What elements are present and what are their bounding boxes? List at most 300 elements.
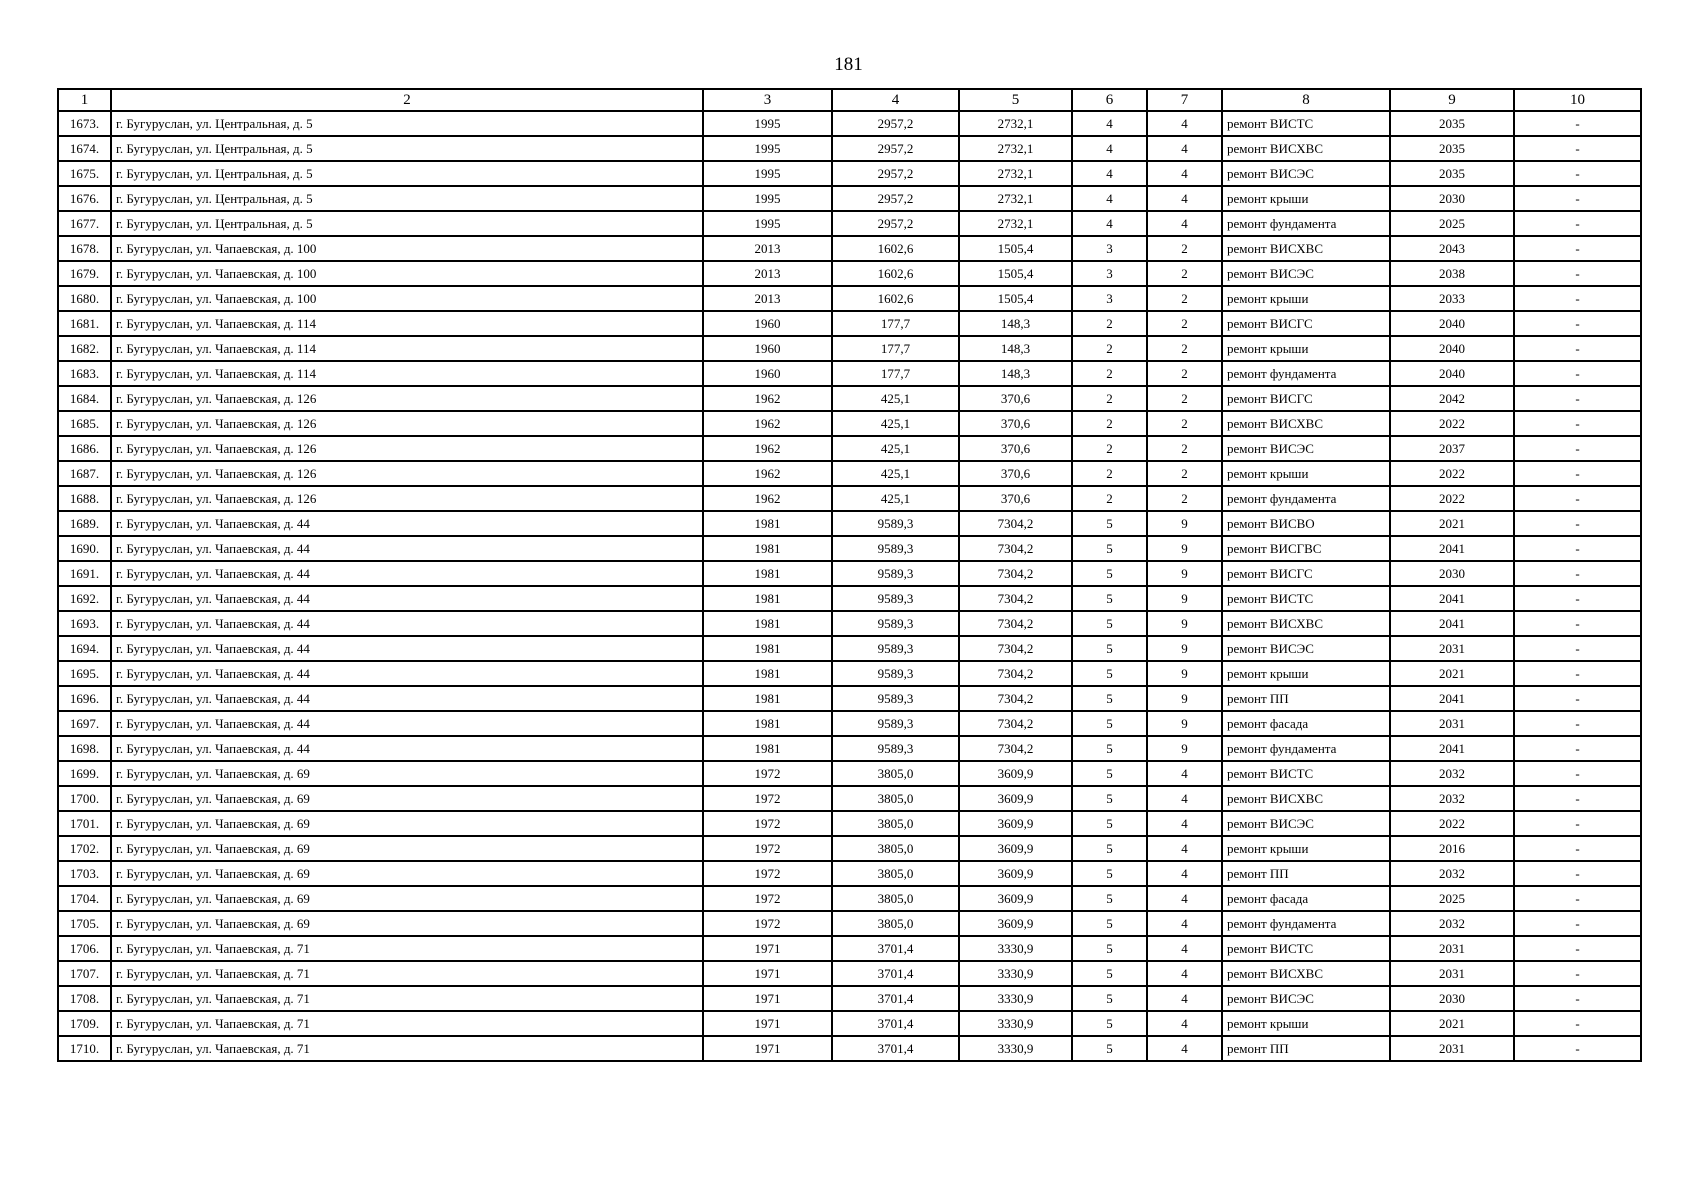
- cell-build-year: 1971: [703, 1011, 832, 1036]
- cell-build-year: 1960: [703, 361, 832, 386]
- cell-total-area: 3805,0: [832, 886, 959, 911]
- cell-entrances: 9: [1147, 586, 1222, 611]
- cell-note: -: [1514, 211, 1641, 236]
- cell-total-area: 9589,3: [832, 586, 959, 611]
- table-row: [58, 1011, 1641, 1036]
- column-header-4: 4: [832, 89, 959, 111]
- cell-address: г. Бугуруслан, ул. Чапаевская, д. 126: [111, 411, 703, 436]
- cell-address: г. Бугуруслан, ул. Чапаевская, д. 71: [111, 986, 703, 1011]
- column-header-1: 1: [58, 89, 111, 111]
- cell-living-area: 2732,1: [959, 186, 1072, 211]
- cell-floors: 4: [1072, 136, 1147, 161]
- cell-living-area: 2732,1: [959, 111, 1072, 136]
- cell-build-year: 1971: [703, 1036, 832, 1061]
- cell-living-area: 3609,9: [959, 861, 1072, 886]
- cell-note: -: [1514, 861, 1641, 886]
- cell-address: г. Бугуруслан, ул. Чапаевская, д. 69: [111, 911, 703, 936]
- cell-living-area: 7304,2: [959, 561, 1072, 586]
- cell-planned-year: 2021: [1390, 661, 1514, 686]
- cell-living-area: 3609,9: [959, 786, 1072, 811]
- cell-note: -: [1514, 736, 1641, 761]
- cell-total-area: 9589,3: [832, 711, 959, 736]
- table-row: [58, 936, 1641, 961]
- cell-repair-type: ремонт ВИСЭС: [1222, 636, 1390, 661]
- cell-entrances: 4: [1147, 161, 1222, 186]
- cell-entrances: 4: [1147, 936, 1222, 961]
- cell-address: г. Бугуруслан, ул. Центральная, д. 5: [111, 111, 703, 136]
- cell-floors: 2: [1072, 361, 1147, 386]
- cell-living-area: 2732,1: [959, 211, 1072, 236]
- cell-entrances: 2: [1147, 286, 1222, 311]
- cell-row-number: 1674.: [58, 136, 111, 161]
- cell-address: г. Бугуруслан, ул. Центральная, д. 5: [111, 186, 703, 211]
- cell-entrances: 9: [1147, 536, 1222, 561]
- cell-note: -: [1514, 186, 1641, 211]
- cell-note: -: [1514, 461, 1641, 486]
- cell-total-area: 9589,3: [832, 736, 959, 761]
- cell-floors: 5: [1072, 911, 1147, 936]
- cell-floors: 5: [1072, 736, 1147, 761]
- cell-total-area: 2957,2: [832, 136, 959, 161]
- cell-repair-type: ремонт ВИСТС: [1222, 936, 1390, 961]
- table-row: [58, 886, 1641, 911]
- cell-entrances: 9: [1147, 686, 1222, 711]
- table-row: [58, 136, 1641, 161]
- cell-build-year: 1981: [703, 561, 832, 586]
- cell-living-area: 370,6: [959, 436, 1072, 461]
- cell-entrances: 2: [1147, 411, 1222, 436]
- cell-row-number: 1690.: [58, 536, 111, 561]
- cell-total-area: 177,7: [832, 336, 959, 361]
- cell-floors: 5: [1072, 611, 1147, 636]
- cell-entrances: 4: [1147, 961, 1222, 986]
- cell-planned-year: 2031: [1390, 636, 1514, 661]
- cell-floors: 4: [1072, 161, 1147, 186]
- cell-living-area: 7304,2: [959, 711, 1072, 736]
- page-number: 181: [834, 54, 863, 75]
- cell-total-area: 425,1: [832, 411, 959, 436]
- cell-entrances: 9: [1147, 711, 1222, 736]
- cell-entrances: 2: [1147, 461, 1222, 486]
- cell-floors: 4: [1072, 211, 1147, 236]
- cell-repair-type: ремонт ВИСХВС: [1222, 236, 1390, 261]
- cell-floors: 3: [1072, 236, 1147, 261]
- cell-build-year: 2013: [703, 236, 832, 261]
- cell-living-area: 1505,4: [959, 286, 1072, 311]
- cell-build-year: 1962: [703, 486, 832, 511]
- cell-row-number: 1708.: [58, 986, 111, 1011]
- cell-build-year: 1995: [703, 211, 832, 236]
- cell-total-area: 2957,2: [832, 161, 959, 186]
- cell-total-area: 3805,0: [832, 761, 959, 786]
- table-row: [58, 411, 1641, 436]
- cell-total-area: 1602,6: [832, 236, 959, 261]
- cell-total-area: 3701,4: [832, 1011, 959, 1036]
- cell-planned-year: 2031: [1390, 1036, 1514, 1061]
- cell-repair-type: ремонт крыши: [1222, 286, 1390, 311]
- cell-planned-year: 2025: [1390, 886, 1514, 911]
- cell-build-year: 1971: [703, 961, 832, 986]
- cell-note: -: [1514, 886, 1641, 911]
- table-row: [58, 336, 1641, 361]
- cell-note: -: [1514, 261, 1641, 286]
- cell-floors: 2: [1072, 486, 1147, 511]
- cell-repair-type: ремонт фундамента: [1222, 736, 1390, 761]
- cell-note: -: [1514, 661, 1641, 686]
- cell-build-year: 1972: [703, 911, 832, 936]
- cell-total-area: 9589,3: [832, 511, 959, 536]
- cell-floors: 5: [1072, 811, 1147, 836]
- cell-row-number: 1707.: [58, 961, 111, 986]
- cell-note: -: [1514, 336, 1641, 361]
- cell-address: г. Бугуруслан, ул. Чапаевская, д. 69: [111, 811, 703, 836]
- cell-planned-year: 2030: [1390, 186, 1514, 211]
- table-row: [58, 161, 1641, 186]
- cell-build-year: 1972: [703, 811, 832, 836]
- cell-floors: 4: [1072, 186, 1147, 211]
- cell-living-area: 7304,2: [959, 611, 1072, 636]
- cell-note: -: [1514, 436, 1641, 461]
- cell-planned-year: 2030: [1390, 986, 1514, 1011]
- cell-total-area: 2957,2: [832, 186, 959, 211]
- table-body: [58, 111, 1641, 1061]
- cell-address: г. Бугуруслан, ул. Чапаевская, д. 100: [111, 286, 703, 311]
- cell-floors: 5: [1072, 786, 1147, 811]
- cell-row-number: 1709.: [58, 1011, 111, 1036]
- table-row: [58, 736, 1641, 761]
- cell-address: г. Бугуруслан, ул. Чапаевская, д. 126: [111, 436, 703, 461]
- cell-note: -: [1514, 411, 1641, 436]
- cell-note: -: [1514, 311, 1641, 336]
- cell-note: -: [1514, 611, 1641, 636]
- cell-living-area: 3330,9: [959, 1011, 1072, 1036]
- cell-note: -: [1514, 686, 1641, 711]
- cell-entrances: 2: [1147, 386, 1222, 411]
- cell-note: -: [1514, 1011, 1641, 1036]
- cell-note: -: [1514, 811, 1641, 836]
- cell-address: г. Бугуруслан, ул. Чапаевская, д. 44: [111, 736, 703, 761]
- cell-build-year: 1962: [703, 436, 832, 461]
- cell-entrances: 2: [1147, 486, 1222, 511]
- cell-address: г. Бугуруслан, ул. Чапаевская, д. 69: [111, 836, 703, 861]
- cell-note: -: [1514, 536, 1641, 561]
- cell-address: г. Бугуруслан, ул. Чапаевская, д. 44: [111, 636, 703, 661]
- cell-row-number: 1699.: [58, 761, 111, 786]
- cell-living-area: 2732,1: [959, 161, 1072, 186]
- cell-planned-year: 2022: [1390, 486, 1514, 511]
- cell-planned-year: 2037: [1390, 436, 1514, 461]
- cell-note: -: [1514, 111, 1641, 136]
- cell-total-area: 2957,2: [832, 211, 959, 236]
- cell-planned-year: 2016: [1390, 836, 1514, 861]
- cell-note: -: [1514, 561, 1641, 586]
- cell-floors: 3: [1072, 286, 1147, 311]
- cell-total-area: 1602,6: [832, 261, 959, 286]
- cell-note: -: [1514, 136, 1641, 161]
- cell-living-area: 7304,2: [959, 536, 1072, 561]
- cell-entrances: 9: [1147, 511, 1222, 536]
- cell-row-number: 1695.: [58, 661, 111, 686]
- cell-note: -: [1514, 1036, 1641, 1061]
- cell-living-area: 3609,9: [959, 911, 1072, 936]
- cell-repair-type: ремонт ВИСГС: [1222, 561, 1390, 586]
- cell-row-number: 1684.: [58, 386, 111, 411]
- cell-total-area: 9589,3: [832, 636, 959, 661]
- cell-row-number: 1689.: [58, 511, 111, 536]
- cell-note: -: [1514, 761, 1641, 786]
- cell-living-area: 1505,4: [959, 236, 1072, 261]
- cell-entrances: 2: [1147, 336, 1222, 361]
- cell-row-number: 1697.: [58, 711, 111, 736]
- cell-entrances: 2: [1147, 261, 1222, 286]
- cell-repair-type: ремонт ПП: [1222, 861, 1390, 886]
- cell-repair-type: ремонт ВИСВО: [1222, 511, 1390, 536]
- cell-address: г. Бугуруслан, ул. Чапаевская, д. 44: [111, 536, 703, 561]
- cell-living-area: 2732,1: [959, 136, 1072, 161]
- cell-repair-type: ремонт ВИСЭС: [1222, 261, 1390, 286]
- cell-build-year: 1962: [703, 411, 832, 436]
- cell-entrances: 4: [1147, 886, 1222, 911]
- table-row: [58, 836, 1641, 861]
- cell-row-number: 1694.: [58, 636, 111, 661]
- cell-living-area: 3609,9: [959, 836, 1072, 861]
- cell-entrances: 9: [1147, 561, 1222, 586]
- cell-living-area: 3330,9: [959, 1036, 1072, 1061]
- table-row: [58, 486, 1641, 511]
- cell-total-area: 3805,0: [832, 861, 959, 886]
- cell-build-year: 1960: [703, 336, 832, 361]
- cell-entrances: 4: [1147, 786, 1222, 811]
- cell-note: -: [1514, 711, 1641, 736]
- table-row: [58, 986, 1641, 1011]
- cell-address: г. Бугуруслан, ул. Чапаевская, д. 69: [111, 761, 703, 786]
- table-row: [58, 561, 1641, 586]
- cell-repair-type: ремонт ВИСТС: [1222, 761, 1390, 786]
- cell-row-number: 1691.: [58, 561, 111, 586]
- cell-build-year: 1995: [703, 186, 832, 211]
- cell-planned-year: 2031: [1390, 961, 1514, 986]
- cell-planned-year: 2042: [1390, 386, 1514, 411]
- table-row: [58, 361, 1641, 386]
- table-row: [58, 636, 1641, 661]
- cell-address: г. Бугуруслан, ул. Чапаевская, д. 44: [111, 661, 703, 686]
- cell-repair-type: ремонт фасада: [1222, 711, 1390, 736]
- cell-floors: 4: [1072, 111, 1147, 136]
- table-row: [58, 186, 1641, 211]
- table-row: [58, 461, 1641, 486]
- cell-note: -: [1514, 511, 1641, 536]
- cell-address: г. Бугуруслан, ул. Чапаевская, д. 114: [111, 336, 703, 361]
- cell-planned-year: 2032: [1390, 786, 1514, 811]
- cell-build-year: 1972: [703, 836, 832, 861]
- cell-address: г. Бугуруслан, ул. Центральная, д. 5: [111, 136, 703, 161]
- table-row: [58, 861, 1641, 886]
- cell-repair-type: ремонт ВИСТС: [1222, 111, 1390, 136]
- cell-entrances: 4: [1147, 836, 1222, 861]
- cell-floors: 5: [1072, 536, 1147, 561]
- cell-note: -: [1514, 786, 1641, 811]
- cell-living-area: 370,6: [959, 461, 1072, 486]
- cell-note: -: [1514, 936, 1641, 961]
- cell-repair-type: ремонт ВИСТС: [1222, 586, 1390, 611]
- cell-total-area: 3701,4: [832, 986, 959, 1011]
- cell-repair-type: ремонт ВИСГС: [1222, 311, 1390, 336]
- cell-total-area: 9589,3: [832, 536, 959, 561]
- cell-entrances: 4: [1147, 1036, 1222, 1061]
- cell-address: г. Бугуруслан, ул. Центральная, д. 5: [111, 211, 703, 236]
- cell-note: -: [1514, 236, 1641, 261]
- cell-floors: 2: [1072, 386, 1147, 411]
- column-header-7: 7: [1147, 89, 1222, 111]
- cell-row-number: 1685.: [58, 411, 111, 436]
- cell-entrances: 4: [1147, 811, 1222, 836]
- cell-floors: 5: [1072, 961, 1147, 986]
- housing-repair-table: [57, 88, 1642, 1062]
- cell-address: г. Бугуруслан, ул. Чапаевская, д. 71: [111, 1036, 703, 1061]
- cell-row-number: 1679.: [58, 261, 111, 286]
- cell-planned-year: 2022: [1390, 411, 1514, 436]
- cell-row-number: 1710.: [58, 1036, 111, 1061]
- cell-planned-year: 2031: [1390, 936, 1514, 961]
- cell-repair-type: ремонт ВИСЭС: [1222, 161, 1390, 186]
- cell-total-area: 3805,0: [832, 836, 959, 861]
- cell-row-number: 1677.: [58, 211, 111, 236]
- cell-repair-type: ремонт фундамента: [1222, 911, 1390, 936]
- cell-planned-year: 2021: [1390, 511, 1514, 536]
- cell-build-year: 1981: [703, 736, 832, 761]
- table-row: [58, 711, 1641, 736]
- cell-row-number: 1698.: [58, 736, 111, 761]
- cell-build-year: 1972: [703, 886, 832, 911]
- table-row: [58, 311, 1641, 336]
- cell-planned-year: 2041: [1390, 686, 1514, 711]
- cell-repair-type: ремонт ВИСХВС: [1222, 611, 1390, 636]
- cell-build-year: 1972: [703, 861, 832, 886]
- cell-note: -: [1514, 286, 1641, 311]
- cell-living-area: 3609,9: [959, 886, 1072, 911]
- cell-entrances: 9: [1147, 611, 1222, 636]
- cell-planned-year: 2035: [1390, 136, 1514, 161]
- cell-repair-type: ремонт ВИСГВС: [1222, 536, 1390, 561]
- cell-row-number: 1700.: [58, 786, 111, 811]
- cell-floors: 5: [1072, 636, 1147, 661]
- cell-living-area: 370,6: [959, 386, 1072, 411]
- table-row: [58, 1036, 1641, 1061]
- cell-floors: 5: [1072, 686, 1147, 711]
- cell-planned-year: 2040: [1390, 336, 1514, 361]
- cell-address: г. Бугуруслан, ул. Чапаевская, д. 126: [111, 486, 703, 511]
- table-row: [58, 286, 1641, 311]
- table-row: [58, 786, 1641, 811]
- cell-floors: 5: [1072, 561, 1147, 586]
- cell-note: -: [1514, 911, 1641, 936]
- cell-floors: 2: [1072, 461, 1147, 486]
- cell-planned-year: 2032: [1390, 861, 1514, 886]
- cell-build-year: 1995: [703, 161, 832, 186]
- cell-living-area: 1505,4: [959, 261, 1072, 286]
- cell-row-number: 1704.: [58, 886, 111, 911]
- cell-row-number: 1688.: [58, 486, 111, 511]
- cell-entrances: 4: [1147, 861, 1222, 886]
- cell-build-year: 1981: [703, 511, 832, 536]
- cell-build-year: 2013: [703, 261, 832, 286]
- table-row: [58, 211, 1641, 236]
- cell-build-year: 1981: [703, 586, 832, 611]
- column-header-9: 9: [1390, 89, 1514, 111]
- cell-floors: 2: [1072, 411, 1147, 436]
- cell-repair-type: ремонт ВИСХВС: [1222, 786, 1390, 811]
- cell-living-area: 7304,2: [959, 736, 1072, 761]
- cell-note: -: [1514, 486, 1641, 511]
- cell-living-area: 3330,9: [959, 961, 1072, 986]
- cell-repair-type: ремонт ПП: [1222, 686, 1390, 711]
- cell-living-area: 148,3: [959, 361, 1072, 386]
- cell-planned-year: 2032: [1390, 761, 1514, 786]
- cell-entrances: 2: [1147, 436, 1222, 461]
- cell-repair-type: ремонт ВИСГС: [1222, 386, 1390, 411]
- cell-build-year: 1995: [703, 136, 832, 161]
- cell-address: г. Бугуруслан, ул. Чапаевская, д. 71: [111, 961, 703, 986]
- cell-planned-year: 2041: [1390, 611, 1514, 636]
- cell-address: г. Бугуруслан, ул. Чапаевская, д. 71: [111, 1011, 703, 1036]
- cell-row-number: 1692.: [58, 586, 111, 611]
- cell-address: г. Бугуруслан, ул. Чапаевская, д. 71: [111, 936, 703, 961]
- cell-living-area: 7304,2: [959, 636, 1072, 661]
- cell-total-area: 3701,4: [832, 1036, 959, 1061]
- cell-floors: 5: [1072, 761, 1147, 786]
- cell-repair-type: ремонт фундамента: [1222, 361, 1390, 386]
- cell-note: -: [1514, 961, 1641, 986]
- cell-living-area: 3330,9: [959, 986, 1072, 1011]
- cell-planned-year: 2022: [1390, 811, 1514, 836]
- cell-address: г. Бугуруслан, ул. Чапаевская, д. 100: [111, 236, 703, 261]
- table-row: [58, 586, 1641, 611]
- cell-build-year: 1995: [703, 111, 832, 136]
- cell-floors: 5: [1072, 511, 1147, 536]
- cell-row-number: 1678.: [58, 236, 111, 261]
- cell-build-year: 1981: [703, 686, 832, 711]
- cell-build-year: 1972: [703, 761, 832, 786]
- cell-build-year: 1981: [703, 711, 832, 736]
- cell-address: г. Бугуруслан, ул. Чапаевская, д. 114: [111, 361, 703, 386]
- cell-total-area: 425,1: [832, 461, 959, 486]
- cell-address: г. Бугуруслан, ул. Чапаевская, д. 126: [111, 386, 703, 411]
- cell-address: г. Бугуруслан, ул. Чапаевская, д. 100: [111, 261, 703, 286]
- table-row: [58, 386, 1641, 411]
- cell-total-area: 425,1: [832, 486, 959, 511]
- cell-planned-year: 2030: [1390, 561, 1514, 586]
- cell-floors: 5: [1072, 1036, 1147, 1061]
- cell-note: -: [1514, 986, 1641, 1011]
- cell-entrances: 2: [1147, 361, 1222, 386]
- cell-address: г. Бугуруслан, ул. Центральная, д. 5: [111, 161, 703, 186]
- cell-floors: 5: [1072, 1011, 1147, 1036]
- cell-floors: 5: [1072, 986, 1147, 1011]
- cell-repair-type: ремонт крыши: [1222, 661, 1390, 686]
- cell-living-area: 3609,9: [959, 761, 1072, 786]
- cell-floors: 5: [1072, 586, 1147, 611]
- cell-planned-year: 2022: [1390, 461, 1514, 486]
- cell-repair-type: ремонт фасада: [1222, 886, 1390, 911]
- cell-build-year: 1962: [703, 386, 832, 411]
- cell-living-area: 148,3: [959, 336, 1072, 361]
- cell-planned-year: 2025: [1390, 211, 1514, 236]
- column-header-8: 8: [1222, 89, 1390, 111]
- cell-planned-year: 2040: [1390, 361, 1514, 386]
- cell-address: г. Бугуруслан, ул. Чапаевская, д. 114: [111, 311, 703, 336]
- cell-entrances: 4: [1147, 136, 1222, 161]
- cell-total-area: 2957,2: [832, 111, 959, 136]
